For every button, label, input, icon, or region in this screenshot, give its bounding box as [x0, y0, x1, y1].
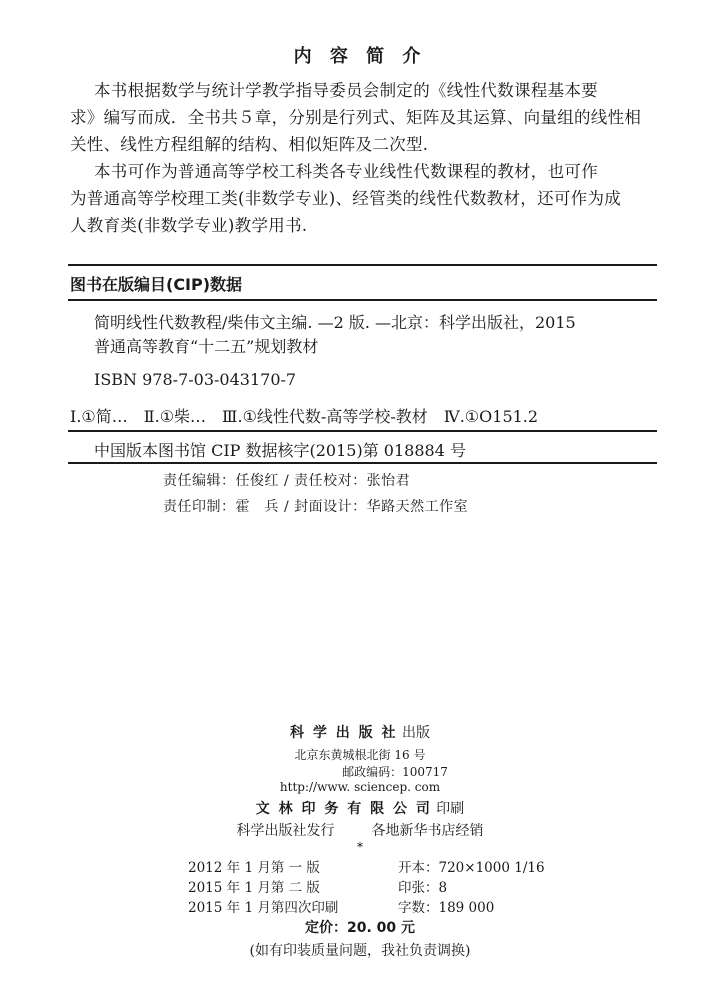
- staff-line1: 责任编辑：任俊红 / 责任校对：张怡君: [163, 473, 411, 489]
- cip-verify: 中国版本图书馆 CIP 数据核字(2015)第 018884 号: [94, 441, 466, 460]
- price: 定价：20. 00 元: [304, 920, 416, 936]
- intro-para1-line1: 本书根据数学与统计学教学指导委员会制定的《线性代数课程基本要: [94, 81, 598, 100]
- separator-star: *: [357, 840, 363, 854]
- print-record-2-right: 印张：8: [398, 880, 448, 896]
- printer-line: [0, 798, 720, 818]
- printer-suffix: 印刷: [436, 801, 465, 817]
- cip-classification-rule: [68, 430, 657, 432]
- distribution-left: 科学出版社发行: [236, 823, 335, 839]
- print-record-3-left: 2015 年 1 月第四次印刷: [188, 900, 339, 916]
- intro-title: 内 容 简 介: [293, 46, 427, 67]
- intro-para1-line3: 关性、线性方程组解的结构、相似矩阵及二次型.: [70, 135, 429, 154]
- intro-para2-line3: 人教育类(非数学专业)教学用书.: [70, 216, 308, 235]
- cip-header-rule: [68, 299, 657, 301]
- cip-isbn: ISBN 978-7-03-043170-7: [94, 370, 297, 389]
- cip-line2: 普通高等教育“十二五”规划教材: [94, 337, 319, 356]
- cip-classification: Ⅰ.①简… Ⅱ.①柴… Ⅲ.①线性代数-高等学校-教材 Ⅳ.①O151.2: [70, 407, 539, 426]
- print-record-2-left: 2015 年 1 月第 二 版: [188, 880, 320, 896]
- cip-line1: 简明线性代数教程/柴伟文主编. —2 版. —北京：科学出版社，2015: [94, 313, 576, 332]
- distribution-line: [0, 820, 720, 840]
- publisher-name: 科 学 出 版 社: [290, 725, 398, 741]
- cip-top-rule: [68, 264, 657, 266]
- intro-para1-line2: 求》编写而成．全书共５章，分别是行列式、矩阵及其运算、向量组的线性相: [70, 108, 642, 127]
- publisher-line: [0, 722, 720, 742]
- printer-name: 文 林 印 务 有 限 公 司: [255, 801, 432, 817]
- print-record-1-left: 2012 年 1 月第 一 版: [188, 860, 320, 876]
- staff-line2: 责任印制：霍 兵 / 封面设计：华路天然工作室: [163, 499, 469, 515]
- publisher-address: 北京东黄城根北街 16 号: [294, 748, 426, 762]
- cip-bottom-rule: [68, 462, 657, 464]
- distribution-right: 各地新华书店经销: [371, 823, 484, 839]
- publisher-website: http://www. sciencep. com: [279, 780, 441, 794]
- quality-note: (如有印装质量问题，我社负责调换): [249, 943, 471, 959]
- intro-para2-line2: 为普通高等学校理工类(非数学专业)、经管类的线性代数教材，还可作为成: [70, 189, 622, 208]
- print-record-3-right: 字数：189 000: [398, 900, 495, 916]
- publisher-suffix: 出版: [401, 725, 430, 741]
- cip-header: 图书在版编目(CIP)数据: [70, 275, 243, 294]
- publisher-postcode: 邮政编码：100717: [342, 765, 448, 779]
- intro-para2-line1: 本书可作为普通高等学校工科类各专业线性代数课程的教材，也可作: [94, 162, 598, 181]
- print-record-1-right: 开本：720×1000 1/16: [398, 860, 545, 876]
